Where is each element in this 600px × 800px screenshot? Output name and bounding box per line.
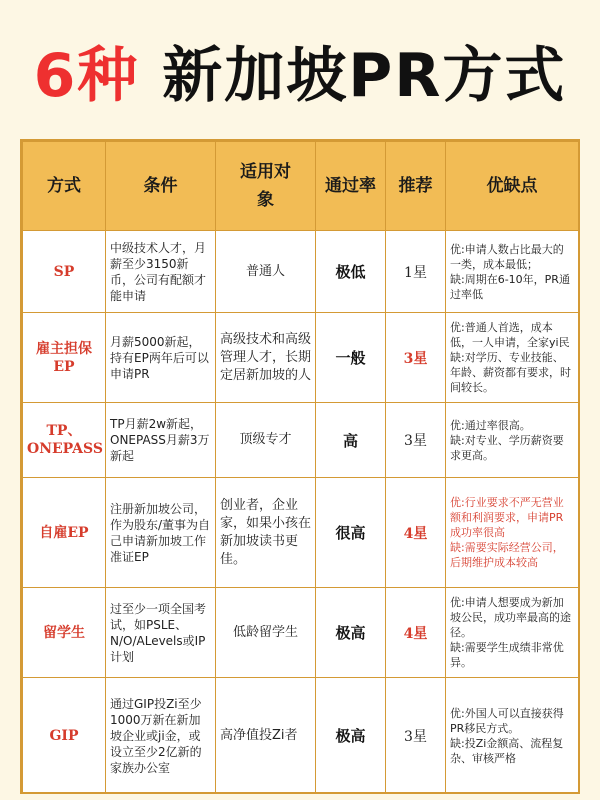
header-condition: 条件 [106,142,216,231]
target-cell: 创业者，企业家，如果小孩在新加坡读书更佳。 [216,478,316,588]
method-cell: SP [23,231,106,313]
condition-cell: 通过GIP投Zi至少1000万新在新加坡企业或ji金，或设立至少2亿新的家族办公室 [106,678,216,794]
pass-rate-cell: 极高 [316,678,386,794]
pass-rate-cell: 一般 [316,313,386,403]
target-cell: 顶级专才 [216,403,316,478]
stars-cell: 1星 [386,231,446,313]
stars-cell: 3星 [386,403,446,478]
pros-cons-cell [446,478,579,588]
pros-text: 优:申请人数占比最大的一类，成本最低； [450,242,564,271]
pass-rate-cell: 很高 [316,478,386,588]
table-row [23,588,579,678]
method-cell: GIP [23,678,106,794]
header-recommend: 推荐 [386,142,446,231]
header-method: 方式 [23,142,106,231]
table-row [23,231,579,313]
pass-rate-cell: 高 [316,403,386,478]
condition-cell: 月薪5000新起，持有EP两年后可以申请PR [106,313,216,403]
target-cell: 高级技术和高级管理人才，长期定居新加坡的人 [216,313,316,403]
pros-text: 优:通过率很高。 [450,418,531,432]
method-cell: TP、ONEPASS [23,403,106,478]
table-row [23,403,579,478]
stars-cell: 4星 [386,588,446,678]
cons-text: 缺:对专业、学历薪资要求更高。 [450,433,564,462]
header-pros-cons: 优缺点 [446,142,579,231]
method-cell: 自雇EP [23,478,106,588]
pros-cons-cell [446,313,579,403]
cons-text: 缺:对学历、专业技能、年龄、薪资都有要求，时间较长。 [450,351,571,394]
stars-cell: 3星 [386,678,446,794]
table-row [23,478,579,588]
target-cell: 普通人 [216,231,316,313]
table-row [23,678,579,794]
stars-cell: 4星 [386,478,446,588]
table-header-row [23,142,579,231]
cons-text: 缺:需要实际经营公司，后期维护成本较高 [450,541,564,569]
pros-text: 优:申请人想要成为新加坡公民，成功率最高的途径。 [450,596,571,639]
page-title [0,36,600,116]
pass-rate-cell: 极低 [316,231,386,313]
target-cell: 高净值投Zi者 [216,678,316,794]
pros-text: 优:行业要求不严无营业额和利润要求，申请PR成功率很高 [450,496,564,539]
method-cell: 雇主担保EP [23,313,106,403]
title-accent: 6种 [33,41,140,111]
target-cell: 低龄留学生 [216,588,316,678]
condition-cell: 中级技术人才，月薪至少3150新币，公司有配额才能申请 [106,231,216,313]
pros-cons-cell [446,403,579,478]
pros-text: 优:普通人首选，成本低，一人申请，全家yi民 [450,321,570,349]
pass-rate-cell: 极高 [316,588,386,678]
title-main: 新加坡PR方式 [162,41,567,111]
condition-cell: TP月薪2w新起，ONEPASS月薪3万新起 [106,403,216,478]
cons-text: 缺:周期在6-10年，PR通过率低 [450,272,570,301]
cons-text: 缺:投Zi金额高、流程复杂、审核严格 [450,736,564,765]
pros-cons-cell [446,678,579,794]
header-pass-rate: 通过率 [316,142,386,231]
stars-cell: 3星 [386,313,446,403]
comparison-table [20,139,580,794]
header-target: 适用对象 [216,142,316,231]
table-row [23,313,579,403]
pros-cons-cell [446,231,579,313]
condition-cell: 注册新加坡公司，作为股东/董事为自己申请新加坡工作准证EP [106,478,216,588]
pros-cons-cell [446,588,579,678]
method-cell: 留学生 [23,588,106,678]
cons-text: 缺:需要学生成绩非常优异。 [450,641,564,669]
condition-cell: 过至少一项全国考试，如PSLE、N/O/ALevels或IP计划 [106,588,216,678]
pros-text: 优:外国人可以直接获得PR移民方式。 [450,706,564,735]
